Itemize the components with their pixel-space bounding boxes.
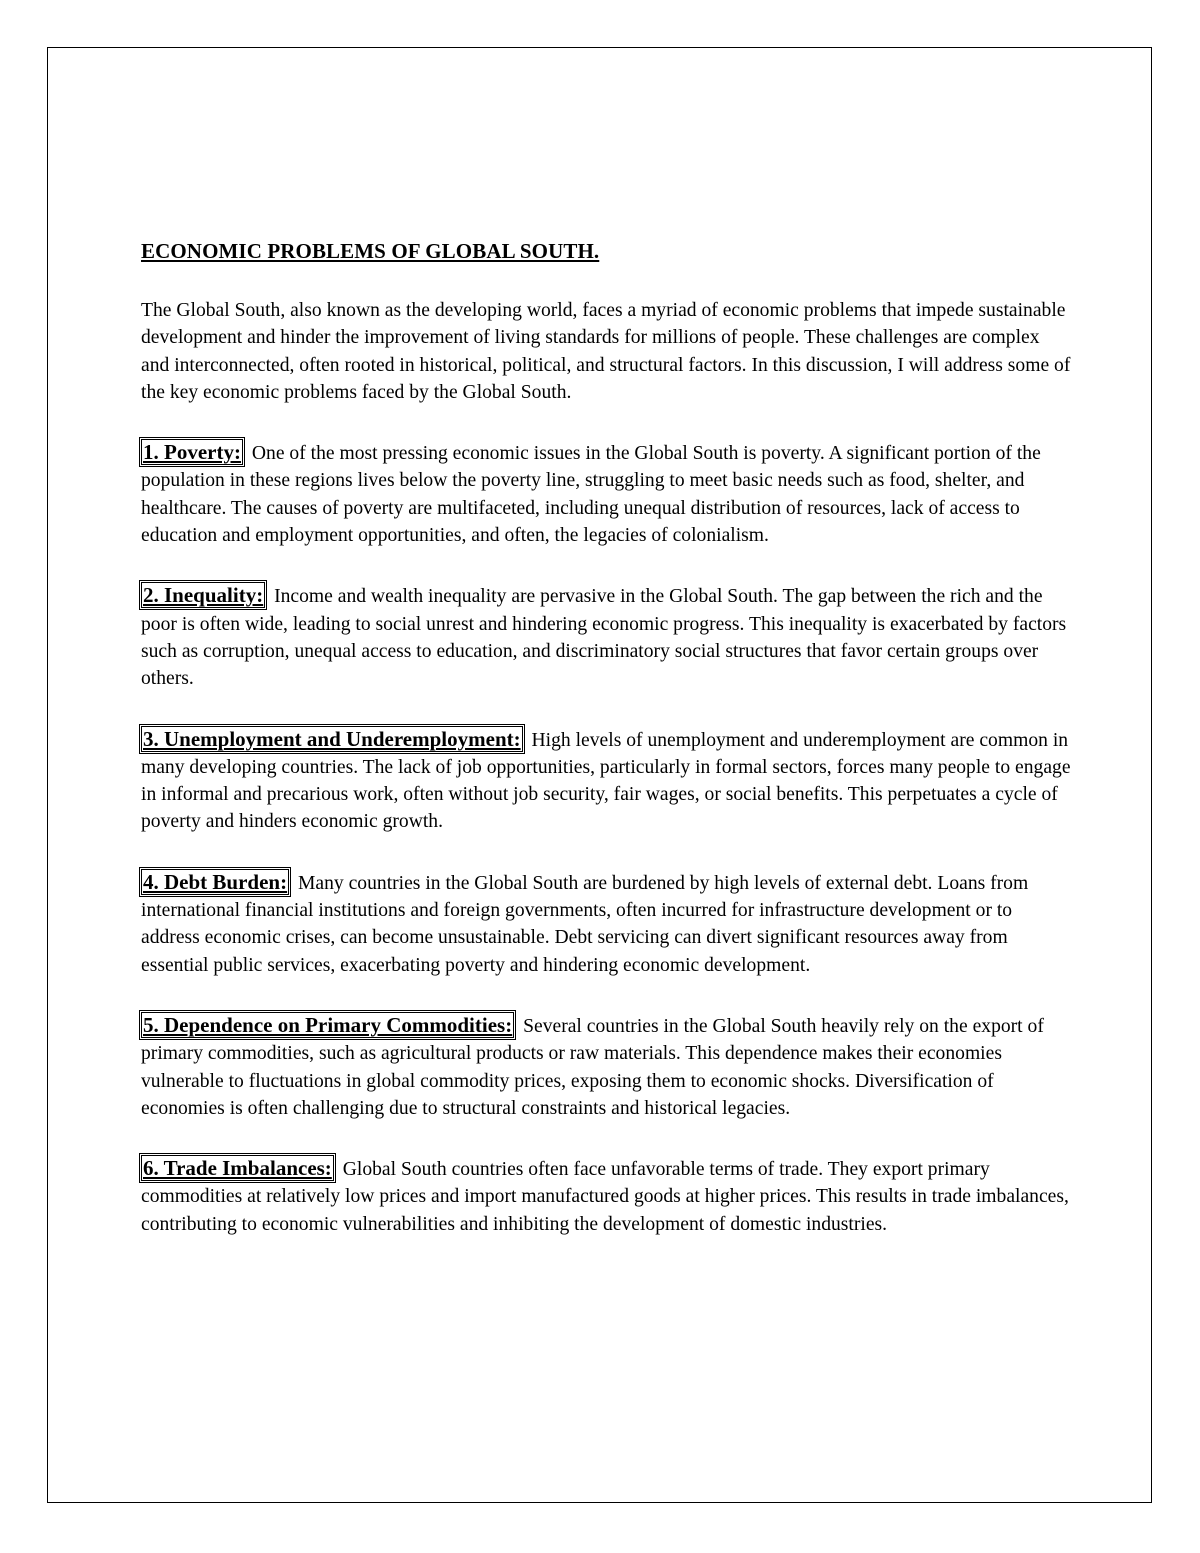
- section-body-unemployment: High levels of unemployment and underemployment are common in many developing countries. The lack of job opportunities, particularly in formal sectors, forces many people to engage in informal and precarious work, often without job security, fair wages, or social benefits. This perpetuates a cycle of poverty and hinders economic growth.: [141, 729, 1071, 833]
- section-heading-debt-burden: 4. Debt Burden:: [143, 869, 288, 894]
- section-heading-primary-commodities: 5. Dependence on Primary Commodities:: [143, 1012, 513, 1037]
- section-debt-burden: [141, 869, 1071, 979]
- document-title: ECONOMIC PROBLEMS OF GLOBAL SOUTH.: [141, 239, 600, 263]
- section-body-inequality: Income and wealth inequality are pervasive in the Global South. The gap between the rich and the poor is often wide, leading to social unrest and hindering economic progress. This inequality is exacerbated by factors such as corruption, unequal access to education, and discriminatory social structures that favor certain groups over others.: [141, 586, 1067, 690]
- section-inequality: [141, 582, 1071, 692]
- section-primary-commodities: [141, 1012, 1071, 1122]
- section-body-primary-commodities: Several countries in the Global South heavily rely on the export of primary commodities, such as agricultural products or raw materials. This dependence makes their economies vulnerable to fluctuations in global commodity prices, exposing them to economic shocks. Diversification of economies is often challenging due to structural constraints and historical legacies.: [141, 1015, 1044, 1119]
- section-heading-unemployment: 3. Unemployment and Underemployment:: [143, 726, 521, 751]
- section-heading-trade-imbalances: 6. Trade Imbalances:: [143, 1156, 332, 1181]
- section-body-poverty: One of the most pressing economic issues in the Global South is poverty. A significant portion of the population in these regions lives below the poverty line, struggling to meet basic needs such as food, shelter, and healthcare. The causes of poverty are multifaceted, including unequal distribution of resources, lack of access to education and employment opportunities, and often, the legacies of colonialism.: [141, 443, 1041, 547]
- intro-paragraph: The Global South, also known as the developing world, faces a myriad of economic problems that impede sustainable development and hinder the improvement of living standards for millions of people. These challenges are complex and interconnected, often rooted in historical, political, and structural factors. In this discussion, I will address some of the key economic problems faced by the Global South.: [141, 300, 1071, 403]
- section-body-debt-burden: Many countries in the Global South are burdened by high levels of external debt. Loans from international financial institutions and foreign governments, often incurred for infrastructure development or to address economic crises, can become unsustainable. Debt servicing can divert significant resources away from essential public services, exacerbating poverty and hindering economic development.: [141, 872, 1029, 976]
- section-unemployment: [141, 726, 1071, 836]
- section-poverty: [141, 439, 1071, 549]
- section-trade-imbalances: [141, 1155, 1071, 1238]
- section-heading-poverty: 1. Poverty:: [143, 440, 241, 465]
- document-body: [141, 236, 1071, 1271]
- section-body-trade-imbalances: Global South countries often face unfavorable terms of trade. They export primary commodities at relatively low prices and import manufactured goods at higher prices. This results in trade imbalances, contributing to economic vulnerabilities and inhibiting the development of domestic industries.: [141, 1159, 1069, 1235]
- section-heading-inequality: 2. Inequality:: [143, 583, 264, 608]
